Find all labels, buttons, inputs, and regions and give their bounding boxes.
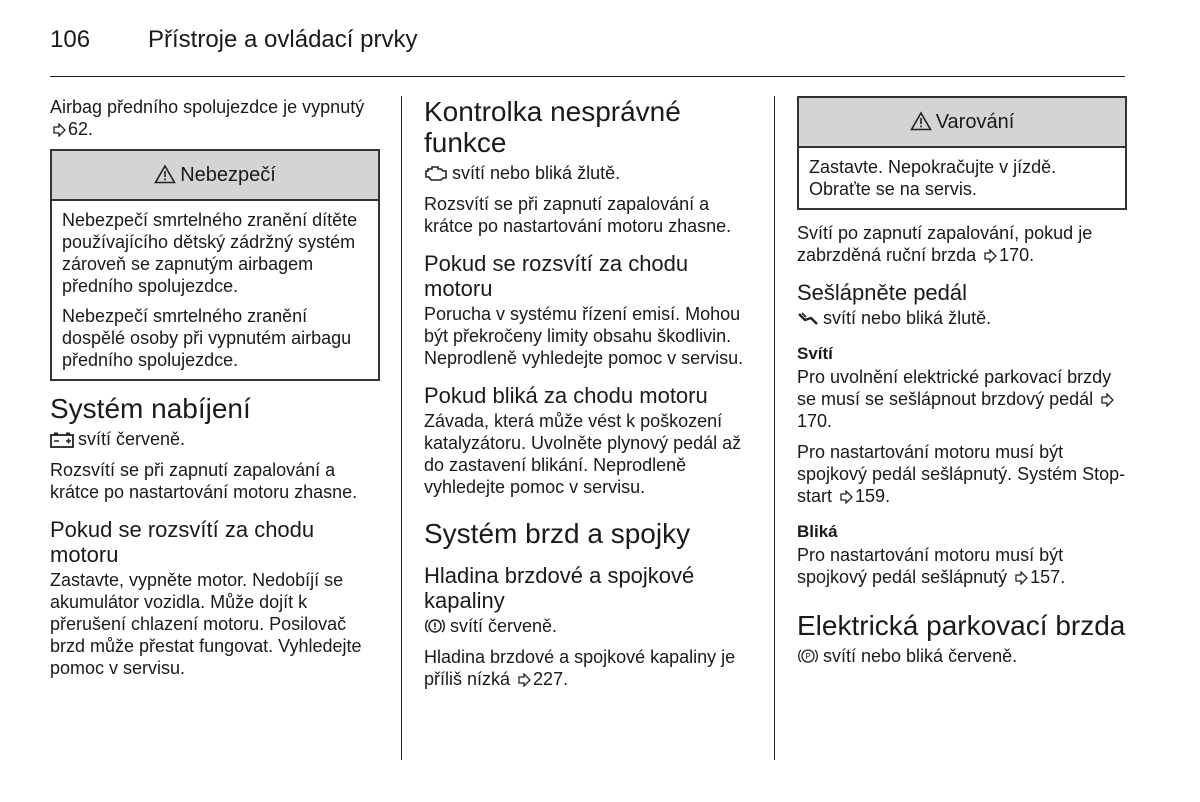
page-reference-arrow-icon <box>983 249 997 263</box>
indicator-status: svítí nebo bliká žlutě. <box>424 162 754 184</box>
danger-header: Nebezpečí <box>52 151 378 201</box>
pedal-icon <box>797 311 819 327</box>
page-number: 106 <box>50 26 91 53</box>
paragraph: Rozsvítí se při zapnutí zapalování a krátce po nastartování motoru zhasne. <box>50 460 358 502</box>
battery-icon <box>50 432 74 448</box>
engine-icon <box>424 164 448 182</box>
paragraph: Hladina brzdové a spojkové kapaliny je příliš nízká 227. <box>424 647 736 689</box>
header-divider <box>50 76 1125 77</box>
paragraph: Závada, která může vést k poškození katalyzátoru. Uvolněte plynový pedál až do zastavení blikání. Neprodleně vyhledejte pomoc v servisu. <box>424 411 742 497</box>
page-link[interactable]: 170. <box>797 411 833 431</box>
page-link[interactable]: 62. <box>68 119 94 139</box>
paragraph: Rozsvítí se při zapnutí zapalování a krátce po nastartování motoru zhasne. <box>424 194 732 236</box>
subsection-title: Pokud se rozsvítí za chodu motoru <box>424 251 689 301</box>
section-title: Systém nabíjení <box>50 393 251 424</box>
column-right <box>797 96 1127 676</box>
paragraph: Pro nastartování motoru musí být spojkový pedál sešlápnutý. Systém Stop-start 159. <box>797 442 1126 506</box>
section-title: Systém brzd a spojky <box>424 518 691 549</box>
section-title: Kontrolka nesprávné funkce <box>424 96 681 158</box>
page-reference-arrow-icon <box>1100 393 1114 407</box>
paragraph: Zastavte, vypněte motor. Nedobíjí se akumulátor vozidla. Může dojít k přerušení chlazení motoru. Posilovač brzd může přestat fungovat. Vyhledejte pomoc v servisu. <box>50 570 362 678</box>
subsection-title: Pokud bliká za chodu motoru <box>424 383 708 408</box>
section-title: Elektrická parkovací brzda <box>797 610 1126 641</box>
paragraph: Pro nastartování motoru musí být spojkový pedál sešlápnutý 157. <box>797 545 1066 587</box>
page-link[interactable]: 157. <box>1030 567 1066 587</box>
subsection-title: Sešlápněte pedál <box>797 280 968 305</box>
page-link[interactable]: 227. <box>533 669 569 689</box>
danger-box <box>50 149 380 381</box>
airbag-note: Airbag předního spolujezdce je vypnutý 62. <box>50 97 365 139</box>
paragraph: Porucha v systému řízení emisí. Mohou být překročeny limity obsahu škodlivin. Neprodleně vyhledejte pomoc v servisu. <box>424 304 744 368</box>
page-reference-arrow-icon <box>839 490 853 504</box>
brake-fluid-icon <box>424 617 446 635</box>
danger-text: Nebezpečí smrtelného zranění dítěte používajícího dětský zádržný systém zároveň se zapnutým airbagem předního spolujezdce. <box>62 210 358 296</box>
indicator-status: P svítí nebo bliká červeně. <box>797 645 1127 667</box>
parking-brake-icon <box>797 647 819 665</box>
page-title: Přístroje a ovládací prvky <box>148 26 418 53</box>
column-left <box>50 96 380 688</box>
paragraph: Svítí po zapnutí zapalování, pokud je zabrzděná ruční brzda 170. <box>797 223 1093 265</box>
subsection-title: Hladina brzdové a spojkové kapaliny <box>424 563 695 613</box>
column-middle <box>424 96 754 699</box>
subsection-title: Pokud se rozsvítí za chodu motoru <box>50 517 315 567</box>
svg-text:P: P <box>805 652 811 661</box>
warning-box <box>797 96 1127 210</box>
column-divider <box>774 96 775 760</box>
page-header <box>50 22 1125 78</box>
page-reference-arrow-icon <box>517 673 531 687</box>
label-heading: Bliká <box>797 522 838 541</box>
page-link[interactable]: 159. <box>855 486 891 506</box>
indicator-status: svítí nebo bliká žlutě. <box>797 307 1127 329</box>
page-reference-arrow-icon <box>1014 571 1028 585</box>
label-heading: Svítí <box>797 344 833 363</box>
warning-triangle-icon <box>154 164 176 184</box>
danger-text: Nebezpečí smrtelného zranění dospělé osoby při vypnutém airbagu předního spolujezdce. <box>62 306 352 370</box>
indicator-status: svítí červeně. <box>424 615 754 637</box>
warning-triangle-icon <box>910 111 932 131</box>
warning-text: Zastavte. Nepokračujte v jízdě. Obraťte se na servis. <box>809 157 1057 199</box>
warning-header: Varování <box>799 98 1125 148</box>
paragraph: Pro uvolnění elektrické parkovací brzdy se musí se sešlápnout brzdový pedál 170. <box>797 366 1127 432</box>
page-reference-arrow-icon <box>52 123 66 137</box>
column-divider <box>401 96 402 760</box>
page-link[interactable]: 170. <box>999 245 1035 265</box>
indicator-status: svítí červeně. <box>50 428 380 450</box>
